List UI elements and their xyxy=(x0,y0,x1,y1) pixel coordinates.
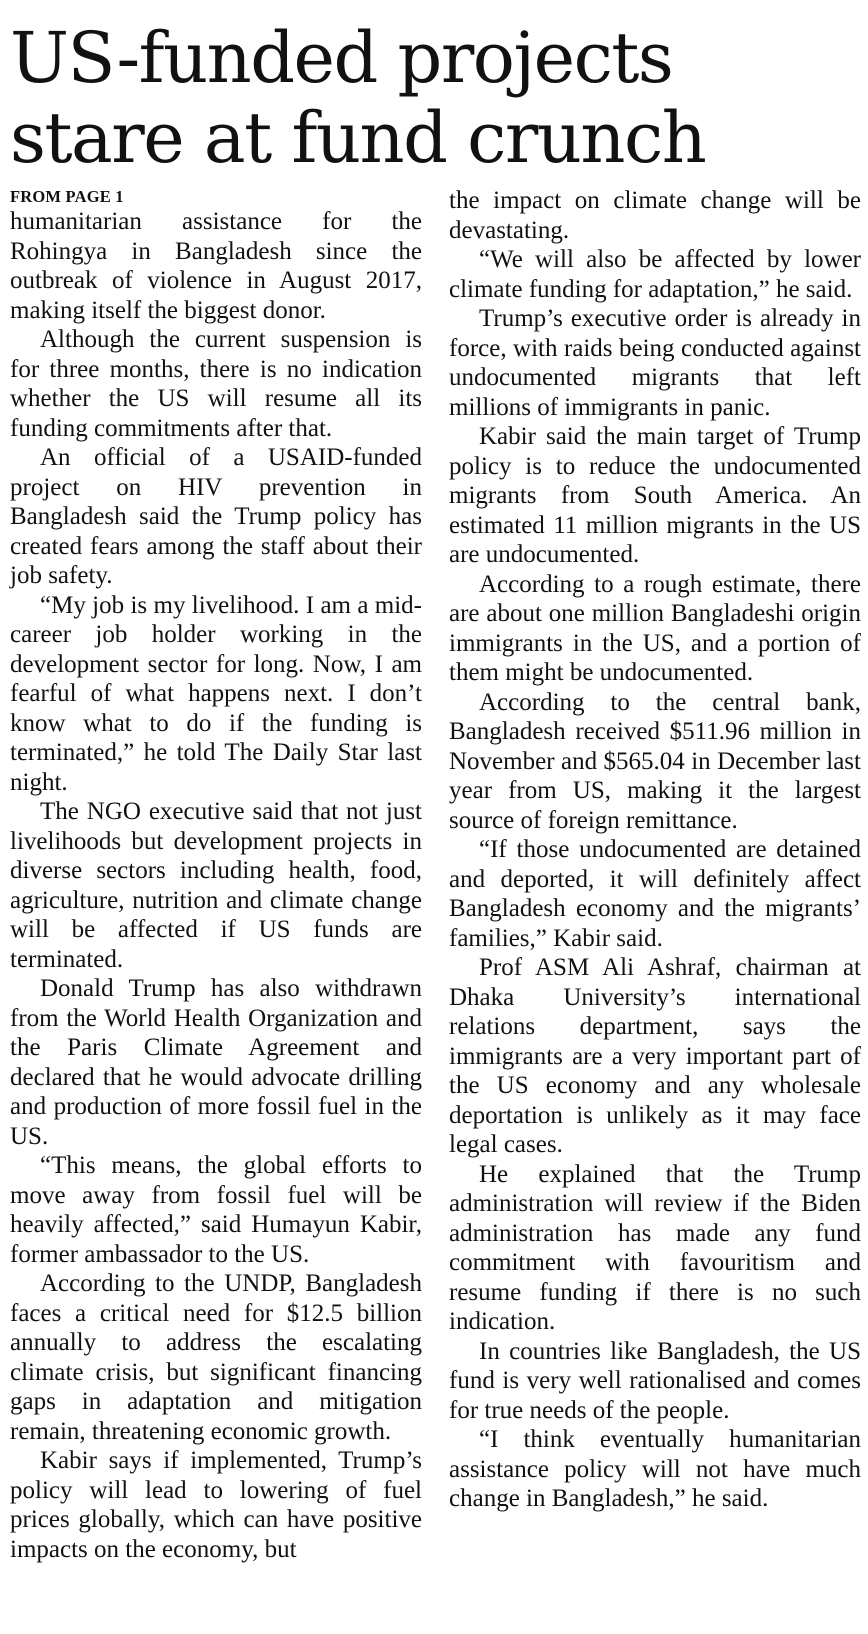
paragraph: the impact on climate change will be devastating. xyxy=(449,187,861,244)
paragraph: “We will also be affected by lower climate funding for adaptation,” he said. xyxy=(449,246,861,303)
paragraph: “If those undocumented are detained and deported, it will definitely affect Bangladesh economy and the migrants’ families,” Kabir said. xyxy=(449,836,861,952)
paragraph: According to a rough estimate, there are about one million Bangladeshi origin immigrants in the US, and a portion of them might be undocumented. xyxy=(449,570,861,686)
paragraph: “I think eventually humanitarian assistance policy will not have much change in Bangladesh,” he said. xyxy=(449,1426,861,1512)
paragraph: In countries like Bangladesh, the US fund is very well rationalised and comes for true needs of the people. xyxy=(449,1337,861,1424)
paragraph: Kabir says if implemented, Trump’s policy will lead to lowering of fuel prices globally, which can have positive impacts on the economy, but xyxy=(10,1447,422,1563)
paragraph: Although the current suspension is for three months, there is no indication whether the US will resume all its funding commitments after that. xyxy=(10,326,422,442)
paragraph: According to the central bank, Bangladesh received $511.96 million in November and $565.04 in December last year from US, making it the largest source of foreign remittance. xyxy=(449,688,861,834)
paragraph: Prof ASM Ali Ashraf, chairman at Dhaka University’s international relations department, says the immigrants are a very important part of the US economy and any wholesale deportation is unlikely as it may face legal cases. xyxy=(449,954,861,1158)
continued-from-label: FROM PAGE 1 xyxy=(10,187,124,206)
paragraph: humanitarian assistance for the Rohingya in Bangladesh since the outbreak of violence in August 2017, making itself the biggest donor. xyxy=(10,208,422,324)
article-column-left xyxy=(10,188,422,1564)
paragraph: He explained that the Trump administration will review if the Biden administration has made any fund commitment with favouritism and resume funding if there is no such indication. xyxy=(449,1160,861,1335)
paragraph: The NGO executive said that not just livelihoods but development projects in diverse sectors including health, food, agriculture, nutrition and climate change will be affected if US funds are terminated. xyxy=(10,798,422,973)
paragraph: Kabir said the main target of Trump policy is to reduce the undocumented migrants from South America. An estimated 11 million migrants in the US are undocumented. xyxy=(449,423,861,568)
paragraph: An official of a USAID-funded project on HIV prevention in Bangladesh said the Trump policy has created fears among the staff about their job safety. xyxy=(10,444,422,589)
paragraph: Donald Trump has also withdrawn from the World Health Organization and the Paris Climate Agreement and declared that he would advocate drilling and production of more fossil fuel in the US. xyxy=(10,975,422,1150)
paragraph: Trump’s executive order is already in force, with raids being conducted against undocumented migrants that left millions of immigrants in panic. xyxy=(449,305,861,421)
paragraph: “This means, the global efforts to move away from fossil fuel will be heavily affected,” said Humayun Kabir, former ambassador to the US. xyxy=(10,1152,422,1268)
paragraph: According to the UNDP, Bangladesh faces a critical need for $12.5 billion annually to address the escalating climate crisis, but significant financing gaps in adaptation and mitigation remain, threatening economic growth. xyxy=(10,1270,422,1445)
article-column-right xyxy=(449,186,861,1514)
headline: US-funded projects stare at fund crunch xyxy=(10,17,706,179)
paragraph: “My job is my livelihood. I am a mid-career job holder working in the development sector for long. Now, I am fearful of what happens next. I don’t know what to do if the funding is terminated,” he told The Daily Star last night. xyxy=(10,591,422,796)
